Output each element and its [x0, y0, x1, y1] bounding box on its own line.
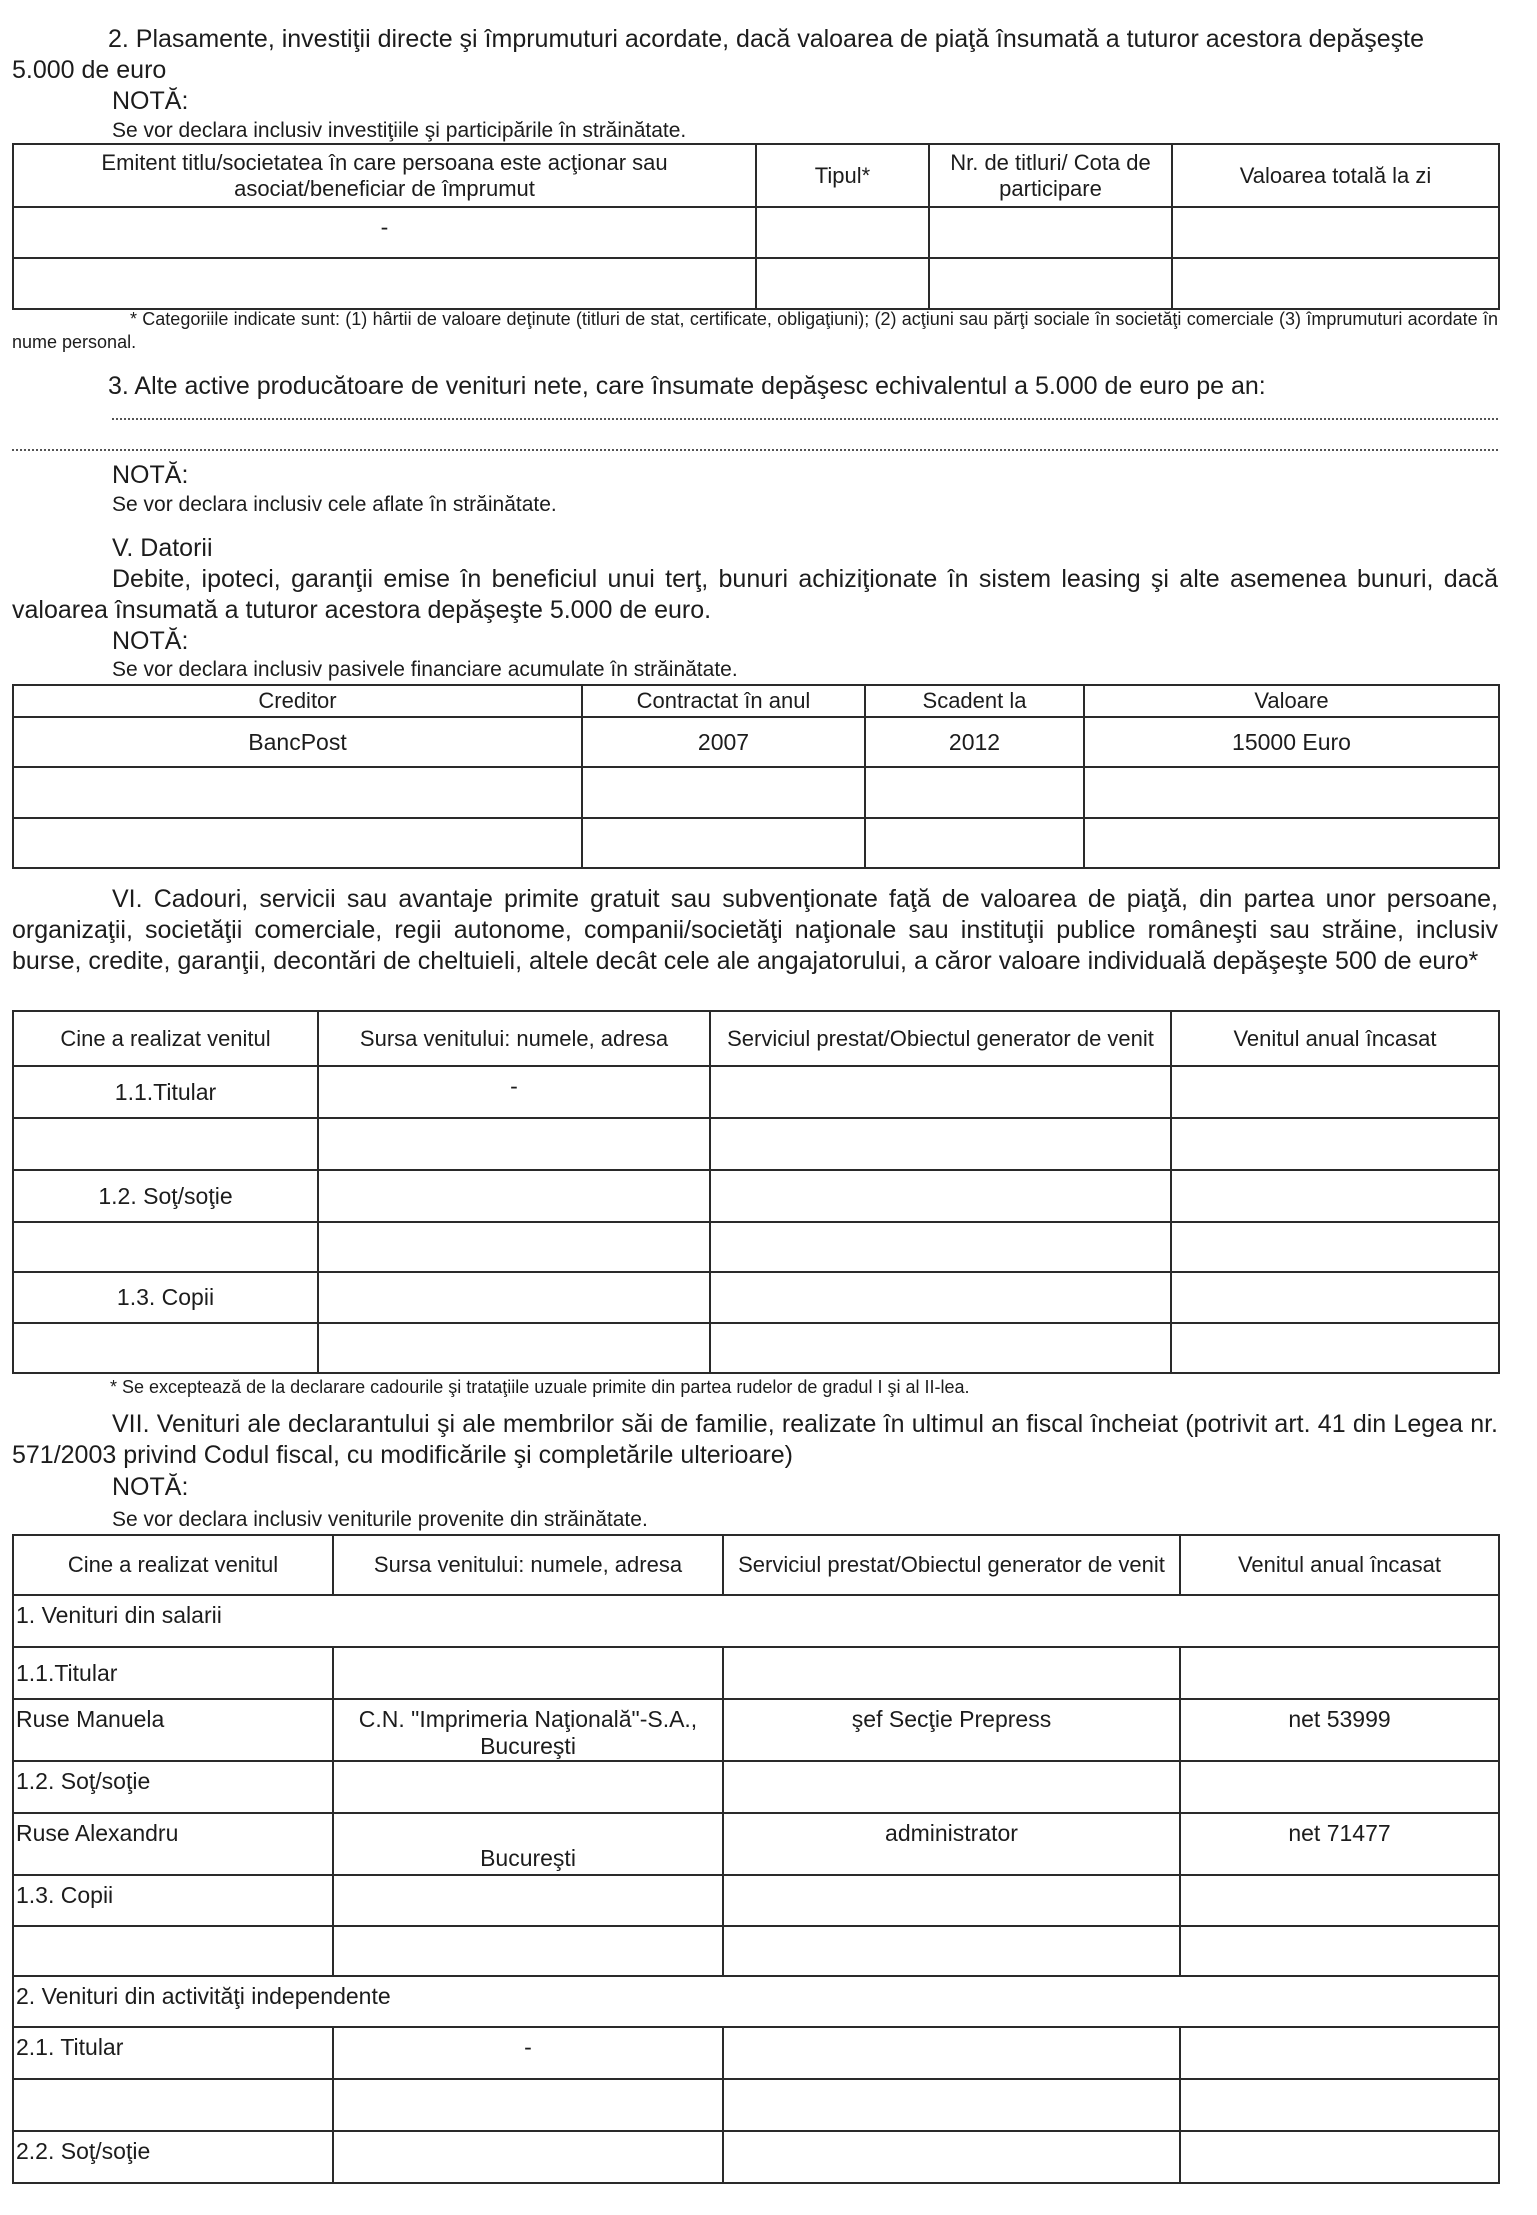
s2-footnote: * Categoriile indicate sunt: (1) hârtii de valoare deţinute (titluri de stat, certificate, obligaţiuni); (2) acţiuni sau părţi sociale în societăţi comerciale (3) împrumuturi acordate în nume personal. — [12, 309, 1498, 352]
cell-creditor: BancPost — [13, 717, 582, 767]
category-salarii: 1. Venituri din salarii — [13, 1595, 1499, 1647]
s6-footnote: * Se exceptează de la declarare cadourile şi trataţiile uzuale primite din partea rudelor de gradul I şi al II-lea. — [110, 1377, 970, 1397]
s3-nota: NOTĂ: — [112, 461, 189, 489]
table-row — [13, 258, 1499, 309]
row-label-sot: 2.2. Soţ/soţie — [13, 2131, 333, 2183]
col-nr-titluri: Nr. de titluri/ Cota de participare — [929, 144, 1172, 207]
person-name: Ruse Manuela — [13, 1699, 333, 1761]
table-row — [13, 207, 1499, 258]
table-row — [13, 717, 1499, 767]
s2-heading-line1: 2. Plasamente, investiţii directe şi împrumuturi acordate, dacă valoarea de piaţă însumată a tuturor acestora depăşeşte — [108, 25, 1424, 53]
table-row — [13, 1170, 1499, 1222]
s3-nota-text: Se vor declara inclusiv cele aflate în străinătate. — [112, 493, 557, 516]
col-sursa: Sursa venitului: numele, adresa — [318, 1011, 710, 1066]
category-independente: 2. Venituri din activităţi independente — [13, 1976, 1499, 2027]
table-row — [13, 1323, 1499, 1373]
s3-dotted-line-2 — [12, 449, 1498, 451]
s7-table — [12, 1534, 1500, 2184]
col-creditor: Creditor — [13, 685, 582, 717]
table-row — [13, 2131, 1499, 2183]
col-tipul: Tipul* — [756, 144, 929, 207]
s3-heading: 3. Alte active producătoare de venituri nete, care însumate depăşesc echivalentul a 5.000 de euro pe an: — [108, 372, 1266, 400]
s2-heading-line2: 5.000 de euro — [12, 56, 167, 84]
table-row — [13, 1699, 1499, 1761]
s7-nota-text: Se vor declara inclusiv veniturile provenite din străinătate. — [112, 1508, 648, 1531]
table-row — [13, 1118, 1499, 1170]
row-label-sot: 1.2. Soţ/soţie — [13, 1170, 318, 1222]
row-label-copii: 1.3. Copii — [13, 1875, 333, 1926]
s7-nota: NOTĂ: — [112, 1473, 189, 1501]
cell-dash: - — [318, 1066, 710, 1118]
income-service: administrator — [723, 1813, 1180, 1875]
col-cine: Cine a realizat venitul — [13, 1011, 318, 1066]
income-source: Bucureşti — [333, 1813, 723, 1875]
col-venitul: Venitul anual încasat — [1171, 1011, 1499, 1066]
s5-title: V. Datorii — [112, 534, 213, 562]
col-sursa: Sursa venitului: numele, adresa — [333, 1535, 723, 1595]
table-row — [13, 1647, 1499, 1699]
cell-valoare: 15000 Euro — [1084, 717, 1499, 767]
s6-text: VI. Cadouri, servicii sau avantaje primite gratuit sau subvenţionate faţă de valoarea de piaţă, din partea unor persoane, organizaţii, societăţii comerciale, regii autonome, companii/societăţi naţionale sau instituţii publice româneşti sau străine, inclusiv burse, credite, garanţii, decontări de cheltuieli, altele decât cele ale angajatorului, a căror valoare individuală depăşeşte 500 de euro* — [12, 885, 1498, 975]
table-row — [13, 1222, 1499, 1272]
table-row — [13, 1813, 1499, 1875]
col-cine: Cine a realizat venitul — [13, 1535, 333, 1595]
table-row — [13, 1595, 1499, 1647]
table-header-row — [13, 1535, 1499, 1595]
row-label-titular: 1.1.Titular — [13, 1066, 318, 1118]
row-label-sot: 1.2. Soţ/soţie — [13, 1761, 333, 1813]
s5-table — [12, 684, 1500, 869]
s2-table — [12, 143, 1500, 310]
col-emitent: Emitent titlu/societatea în care persoana este acţionar sau asociat/beneficiar de împrumut — [13, 144, 756, 207]
table-header-row — [13, 144, 1499, 207]
table-header-row — [13, 1011, 1499, 1066]
table-row — [13, 1875, 1499, 1926]
col-serviciul: Serviciul prestat/Obiectul generator de venit — [723, 1535, 1180, 1595]
s2-nota: NOTĂ: — [112, 87, 189, 115]
table-row — [13, 767, 1499, 818]
s3-dotted-line-1 — [112, 418, 1498, 420]
table-row — [13, 1926, 1499, 1976]
cell-contractat: 2007 — [582, 717, 865, 767]
col-valoare: Valoarea totală la zi — [1172, 144, 1499, 207]
row-label-titular: 1.1.Titular — [13, 1647, 333, 1699]
table-row — [13, 2079, 1499, 2131]
cell-dash: - — [333, 2027, 723, 2079]
table-row — [13, 2027, 1499, 2079]
s5-nota-text: Se vor declara inclusiv pasivele financiare acumulate în străinătate. — [112, 658, 738, 681]
table-row — [13, 1761, 1499, 1813]
s7-text: VII. Venituri ale declarantului şi ale membrilor săi de familie, realizate în ultimul an fiscal încheiat (potrivit art. 41 din Legea nr. 571/2003 privind Codul fiscal, cu modificările şi completările ulterioare) — [12, 1410, 1498, 1469]
cell-dash: - — [13, 207, 756, 258]
table-header-row — [13, 685, 1499, 717]
table-row — [13, 1066, 1499, 1118]
col-valoare: Valoare — [1084, 685, 1499, 717]
income-source: C.N. "Imprimeria Naţională"-S.A., Bucureşti — [333, 1699, 723, 1761]
col-scadent: Scadent la — [865, 685, 1084, 717]
col-serviciul: Serviciul prestat/Obiectul generator de venit — [710, 1011, 1171, 1066]
s2-nota-text: Se vor declara inclusiv investiţiile şi participările în străinătate. — [112, 119, 687, 142]
cell-scadent: 2012 — [865, 717, 1084, 767]
col-contractat: Contractat în anul — [582, 685, 865, 717]
table-row — [13, 818, 1499, 868]
income-service: şef Secţie Prepress — [723, 1699, 1180, 1761]
income-amount: net 53999 — [1180, 1699, 1499, 1761]
person-name: Ruse Alexandru — [13, 1813, 333, 1875]
table-row — [13, 1976, 1499, 2027]
s5-nota: NOTĂ: — [112, 627, 189, 655]
col-venitul: Venitul anual încasat — [1180, 1535, 1499, 1595]
row-label-copii: 1.3. Copii — [13, 1272, 318, 1323]
s5-text: Debite, ipoteci, garanţii emise în beneficiul unui terţ, bunuri achiziţionate în sistem leasing şi alte asemenea bunuri, dacă valoarea însumată a tuturor acestora depăşeşte 5.000 de euro. — [12, 565, 1498, 624]
income-amount: net 71477 — [1180, 1813, 1499, 1875]
table-row — [13, 1272, 1499, 1323]
row-label-titular: 2.1. Titular — [13, 2027, 333, 2079]
s6-table — [12, 1010, 1500, 1374]
